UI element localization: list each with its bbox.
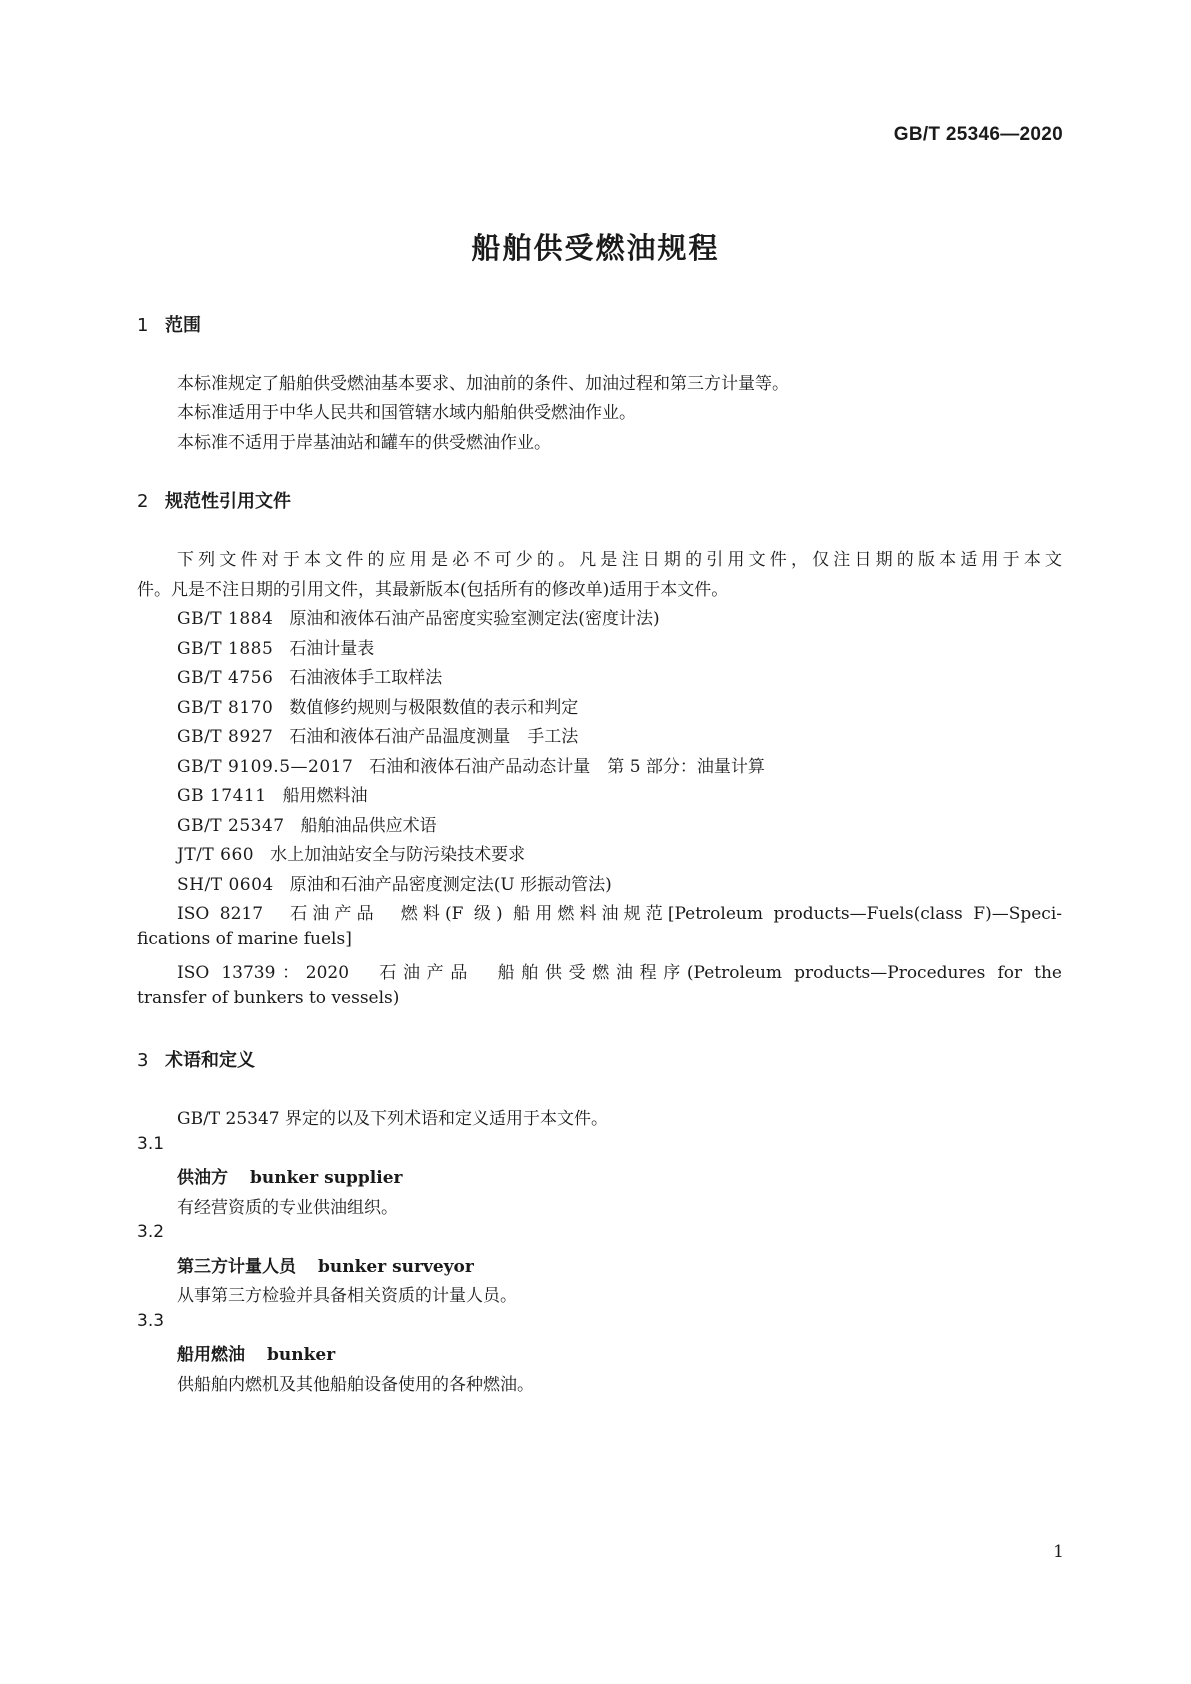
section-2-title: 规范性引用文件: [165, 491, 291, 512]
document-title: 船舶供受燃油规程: [471, 231, 720, 265]
paragraph: 本标准不适用于岸基油站和罐车的供受燃油作业。: [177, 433, 551, 453]
standard-code: GB/T 25346—2020: [893, 124, 1063, 145]
reference-title: 原油和液体石油产品密度实验室测定法(密度计法): [289, 609, 660, 629]
reference-code: GB/T 4756: [177, 668, 274, 688]
reference-item-continued: fications of marine fuels]: [137, 929, 352, 949]
reference-code: GB/T 8170: [177, 698, 274, 718]
paragraph: GB/T 25347 界定的以及下列术语和定义适用于本文件。: [177, 1109, 609, 1129]
reference-item: [177, 604, 660, 629]
section-3-number: 3: [137, 1050, 149, 1071]
term-definition: 从事第三方检验并具备相关资质的计量人员。: [177, 1286, 517, 1306]
term-heading: [177, 1163, 402, 1188]
reference-item: [177, 840, 525, 865]
reference-code: JT/T 660: [177, 845, 255, 865]
reference-item: [177, 752, 765, 777]
term-number: 3.2: [137, 1222, 165, 1242]
reference-item: [177, 811, 437, 836]
reference-title: 石油和液体石油产品温度测量 手工法: [289, 727, 579, 747]
section-3-heading: [137, 1046, 255, 1072]
section-1-number: 1: [137, 315, 149, 336]
reference-title: 水上加油站安全与防污染技术要求: [270, 845, 526, 865]
term-number: 3.3: [137, 1311, 165, 1331]
reference-title: 石油和液体石油产品动态计量 第 5 部分：油量计算: [369, 757, 765, 777]
reference-title: 船用燃料油: [282, 786, 368, 806]
reference-item: [177, 634, 374, 659]
reference-item: ISO 13739：2020 石油产品 船舶供受燃油程序(Petroleum products—Procedures for the: [177, 963, 1062, 983]
paragraph: 件。凡是不注日期的引用文件，其最新版本(包括所有的修改单)适用于本文件。: [137, 580, 729, 600]
term-definition: 有经营资质的专业供油组织。: [177, 1198, 398, 1218]
reference-item: [177, 781, 368, 806]
reference-code: GB 17411: [177, 786, 267, 806]
reference-title: 石油计量表: [289, 639, 375, 659]
section-3-title: 术语和定义: [165, 1050, 255, 1071]
reference-code: GB/T 25347: [177, 816, 285, 836]
section-2-heading: [137, 487, 291, 513]
reference-code: GB/T 8927: [177, 727, 274, 747]
reference-item: [177, 870, 612, 895]
term-en: bunker supplier: [250, 1168, 403, 1188]
reference-item-continued: transfer of bunkers to vessels): [137, 988, 400, 1008]
term-definition: 供船舶内燃机及其他船舶设备使用的各种燃油。: [177, 1375, 534, 1395]
reference-title: 船舶油品供应术语: [300, 816, 437, 836]
section-1-title: 范围: [165, 315, 201, 336]
reference-title: 数值修约规则与极限数值的表示和判定: [289, 698, 579, 718]
term-zh: 第三方计量人员: [177, 1257, 296, 1277]
term-zh: 船用燃油: [177, 1345, 245, 1365]
page-number: 1: [1053, 1542, 1064, 1562]
section-1-heading: [137, 311, 201, 337]
reference-code: SH/T 0604: [177, 875, 274, 895]
term-en: bunker: [267, 1345, 336, 1365]
reference-item: [177, 693, 578, 718]
reference-item: ISO 8217 石油产品 燃料(F 级) 船用燃料油规范[Petroleum products—Fuels(class F)—Speci-: [177, 904, 1062, 924]
section-2-number: 2: [137, 491, 149, 512]
term-en: bunker surveyor: [318, 1257, 474, 1277]
reference-title: 石油液体手工取样法: [289, 668, 443, 688]
reference-item: [177, 722, 578, 747]
reference-code: GB/T 1885: [177, 639, 274, 659]
term-heading: [177, 1340, 335, 1365]
term-heading: [177, 1252, 474, 1277]
reference-item: [177, 663, 442, 688]
reference-title: 原油和石油产品密度测定法(U 形振动管法): [289, 875, 612, 895]
term-zh: 供油方: [177, 1168, 228, 1188]
paragraph: 本标准规定了船舶供受燃油基本要求、加油前的条件、加油过程和第三方计量等。: [177, 374, 789, 394]
reference-code: GB/T 9109.5—2017: [177, 757, 354, 777]
paragraph: 本标准适用于中华人民共和国管辖水域内船舶供受燃油作业。: [177, 403, 636, 423]
paragraph: 下列文件对于本文件的应用是必不可少的。凡是注日期的引用文件，仅注日期的版本适用于本文: [177, 550, 1062, 570]
term-number: 3.1: [137, 1134, 165, 1154]
reference-code: GB/T 1884: [177, 609, 274, 629]
